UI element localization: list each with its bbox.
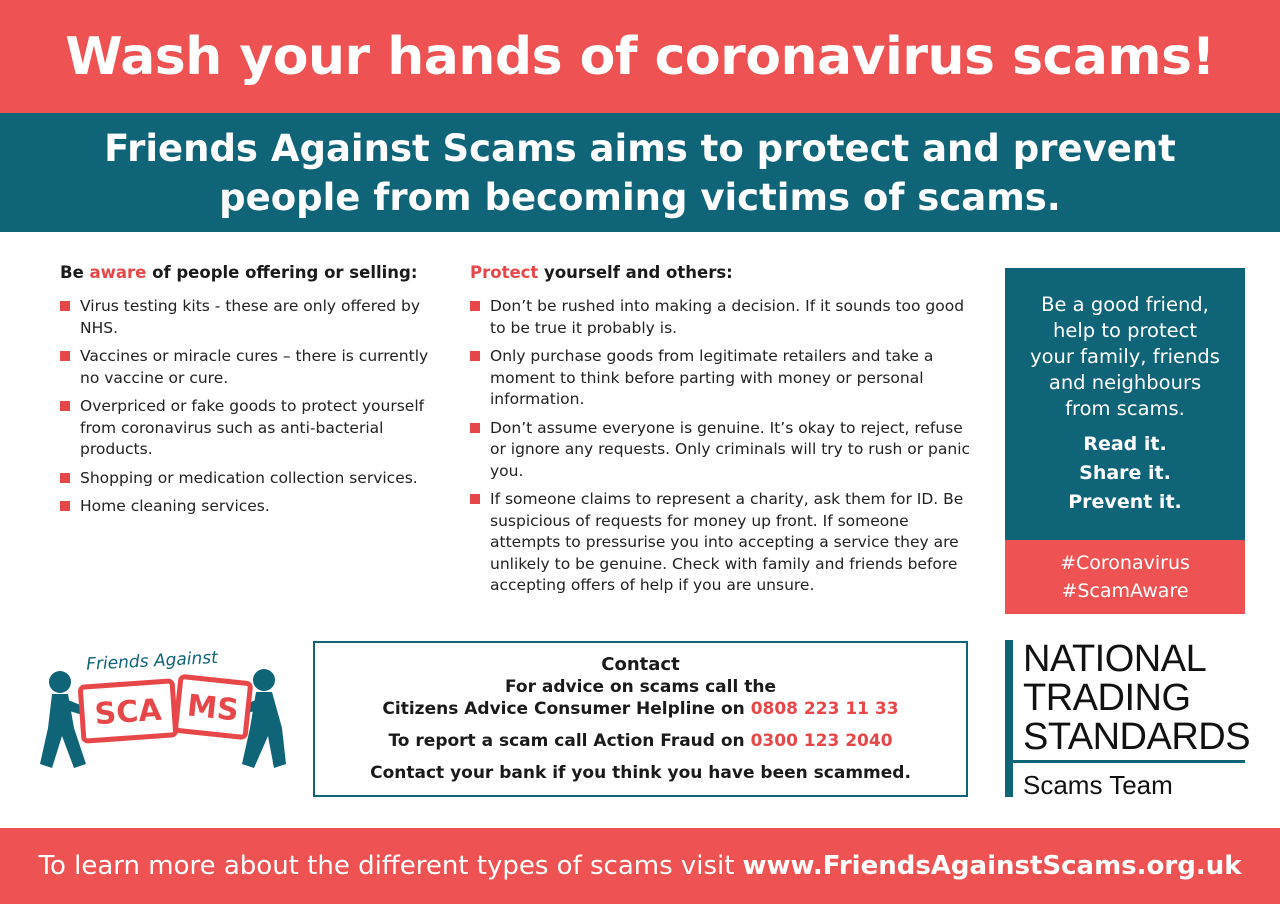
list-item-text: Vaccines or miracle cures – there is currently no vaccine or cure. <box>80 347 429 387</box>
action-read: Read it. <box>1083 433 1167 455</box>
protect-heading-accent: Protect <box>470 263 539 282</box>
subtitle-line-1: Friends Against Scams aims to protect and prevent <box>104 126 1176 170</box>
page-subtitle <box>104 124 1176 222</box>
list-item <box>60 296 450 339</box>
list-item <box>60 496 450 518</box>
report-line <box>315 730 966 752</box>
logo-word-left: SCA <box>93 692 163 733</box>
aware-heading <box>60 263 450 282</box>
action-prevent: Prevent it. <box>1068 491 1182 513</box>
report-text: To report a scam call Action Fraud on <box>388 731 751 751</box>
hashtag-scamaware: #ScamAware <box>1061 580 1189 602</box>
bullet-square-icon <box>470 351 480 361</box>
protect-section <box>470 263 980 604</box>
advice-text: Citizens Advice Consumer Helpline on <box>382 699 751 719</box>
logo-word-right: MS <box>185 688 241 729</box>
nts-line-3: STANDARDS <box>1023 716 1251 758</box>
hashtag-panel <box>1005 540 1245 614</box>
good-friend-message <box>1005 292 1245 422</box>
list-item-text: Don’t be rushed into making a decision. If it sounds too good to be true it probably is. <box>490 297 965 337</box>
contact-box <box>313 641 968 797</box>
bullet-square-icon <box>60 351 70 361</box>
list-item <box>470 296 980 339</box>
protect-list <box>470 296 980 597</box>
contact-title: Contact <box>601 654 680 675</box>
list-item <box>470 346 980 411</box>
nts-logo-text <box>1023 640 1250 757</box>
action-share: Share it. <box>1079 462 1171 484</box>
nts-line-1: NATIONAL <box>1023 638 1207 680</box>
page-title: Wash your hands of coronavirus scams! <box>65 26 1215 87</box>
message-line: help to protect <box>1052 319 1198 342</box>
bullet-square-icon <box>60 501 70 511</box>
list-item-text: If someone claims to represent a charity, ask them for ID. Be suspicious of requests for money up front. If someone attempts to pressurise you into accepting a service they are unlikely to be genuine. Check with family and friends before accepting offers of help if you are unsure. <box>490 490 964 594</box>
subtitle-line-2: people from becoming victims of scams. <box>219 175 1061 219</box>
logo-sign-right <box>175 676 250 737</box>
nts-logo-bar <box>1005 640 1013 797</box>
list-item-text: Overpriced or fake goods to protect yourself from coronavirus such as anti-bacterial products. <box>80 397 425 458</box>
nts-line-2: TRADING <box>1023 677 1191 719</box>
message-line: your family, friends <box>1030 345 1220 368</box>
bullet-square-icon <box>470 301 480 311</box>
aware-heading-accent: aware <box>89 263 147 282</box>
aware-section <box>60 263 450 525</box>
nts-team-name: Scams Team <box>1023 770 1173 800</box>
good-friend-panel <box>1005 268 1245 540</box>
national-trading-standards-logo <box>1005 640 1255 800</box>
call-to-action <box>1005 430 1245 517</box>
report-phone-number: 0300 123 2040 <box>750 731 893 751</box>
message-line: and neighbours <box>1048 371 1202 394</box>
list-item-text: Virus testing kits - these are only offered by NHS. <box>80 297 421 337</box>
message-line: Be a good friend, <box>1041 293 1209 316</box>
top-banner <box>0 0 1280 113</box>
advice-line-1: For advice on scams call the <box>505 677 776 697</box>
footer-url-link[interactable]: www.FriendsAgainstScams.org.uk <box>742 851 1242 881</box>
advice-line-2 <box>315 698 966 720</box>
footer-text: To learn more about the different types of scams visit <box>38 851 735 881</box>
subtitle-banner <box>0 113 1280 232</box>
nts-logo-rule <box>1013 760 1245 763</box>
list-item-text: Only purchase goods from legitimate retailers and take a moment to think before parting with money or personal information. <box>490 347 934 408</box>
protect-heading <box>470 263 980 282</box>
advice-phone-number: 0808 223 11 33 <box>750 699 899 719</box>
hashtag-coronavirus: #Coronavirus <box>1060 552 1190 574</box>
bullet-square-icon <box>470 494 480 504</box>
list-item <box>60 468 450 490</box>
list-item <box>60 346 450 389</box>
list-item-text: Don’t assume everyone is genuine. It’s okay to reject, refuse or ignore any requests. Only criminals will try to rush or panic you. <box>490 418 971 480</box>
bullet-square-icon <box>60 401 70 411</box>
friends-against-scams-logo <box>38 636 288 776</box>
aware-heading-pre: Be <box>60 263 90 282</box>
list-item <box>470 418 980 483</box>
message-line: from scams. <box>1065 397 1185 420</box>
list-item-text: Home cleaning services. <box>80 497 270 515</box>
footer-banner <box>0 828 1280 904</box>
bullet-square-icon <box>60 473 70 483</box>
logo-top-text: Friends Against <box>85 647 219 675</box>
bullet-square-icon <box>470 423 480 433</box>
logo-sign-left <box>80 681 176 741</box>
bank-line: Contact your bank if you think you have been scammed. <box>370 763 911 783</box>
protect-heading-post: yourself and others: <box>538 263 733 282</box>
list-item <box>60 396 450 461</box>
aware-list <box>60 296 450 518</box>
list-item-text: Shopping or medication collection services. <box>80 468 418 487</box>
list-item <box>470 489 980 597</box>
aware-heading-post: of people offering or selling: <box>146 263 418 282</box>
bullet-square-icon <box>60 301 70 311</box>
